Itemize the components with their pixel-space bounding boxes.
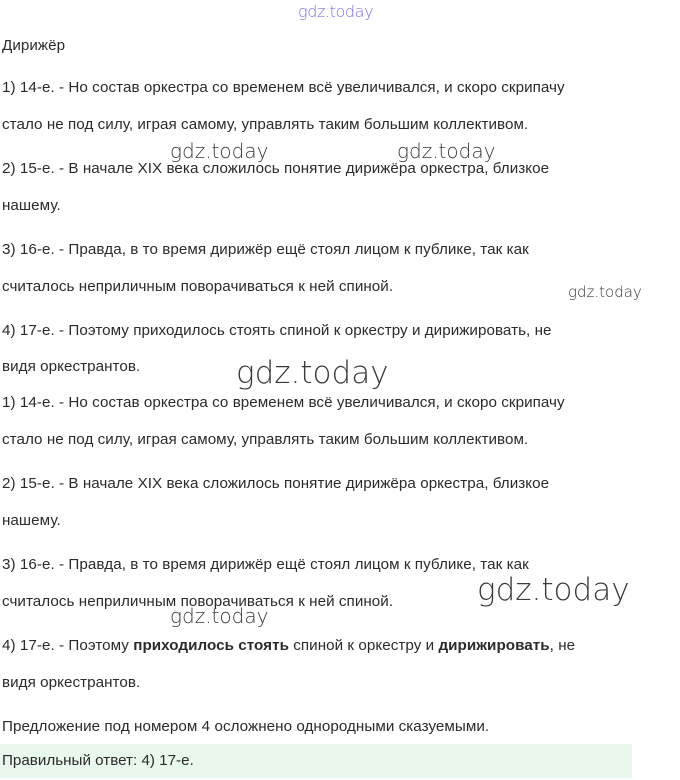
answer-text: Правильный ответ: 4) 17-е. xyxy=(2,752,194,769)
text-line: 1) 14-е. - Но состав оркестра со временем всё увеличивался, и скоро скрипачу xyxy=(2,79,565,96)
watermark: gdz.today xyxy=(170,139,269,163)
text-line: 2) 15-е. - В начале XIX века сложилось понятие дирижёра оркестра, близкое xyxy=(2,160,550,177)
watermark: gdz.today xyxy=(170,604,269,628)
text-line: видя оркестрантов. xyxy=(2,674,141,691)
text-line: 3) 16-е. - Правда, в то время дирижёр ещё стоял лицом к публике, так как xyxy=(2,556,529,573)
text-line: нашему. xyxy=(2,512,61,529)
text-line: видя оркестрантов. xyxy=(2,358,141,375)
text-line: 1) 14-е. - Но состав оркестра со временем всё увеличивался, и скоро скрипачу xyxy=(2,394,565,411)
bold-predicate: приходилось стоять xyxy=(133,637,289,654)
watermark: gdz.today xyxy=(236,355,389,391)
watermark: gdz.today xyxy=(397,139,496,163)
text-line: 4) 17-е. - Поэтому приходилось стоять спиной к оркестру и дирижировать, не xyxy=(2,322,552,339)
watermark: gdz.today xyxy=(568,283,642,301)
title: Дирижёр xyxy=(2,37,66,54)
text-line: стало не под силу, играя самому, управлять таким большим коллективом. xyxy=(2,431,529,448)
text-line: 2) 15-е. - В начале XIX века сложилось понятие дирижёра оркестра, близкое xyxy=(2,475,550,492)
text-line: считалось неприличным поворачиваться к ней спиной. xyxy=(2,278,394,295)
conclusion: Предложение под номером 4 осложнено однородными сказуемыми. xyxy=(2,718,490,735)
watermark: gdz.today xyxy=(298,2,374,21)
text-line: 3) 16-е. - Правда, в то время дирижёр ещё стоял лицом к публике, так как xyxy=(2,241,529,258)
bold-predicate: дирижировать xyxy=(438,637,550,654)
text-line: стало не под силу, играя самому, управлять таким большим коллективом. xyxy=(2,116,529,133)
text-line: нашему. xyxy=(2,197,61,214)
highlighted-line: 4) 17-е. - Поэтому приходилось стоять спиной к оркестру и дирижировать, не xyxy=(2,637,576,654)
text-line: считалось неприличным поворачиваться к ней спиной. xyxy=(2,593,394,610)
answer-box xyxy=(0,744,632,778)
watermark: gdz.today xyxy=(477,572,630,608)
